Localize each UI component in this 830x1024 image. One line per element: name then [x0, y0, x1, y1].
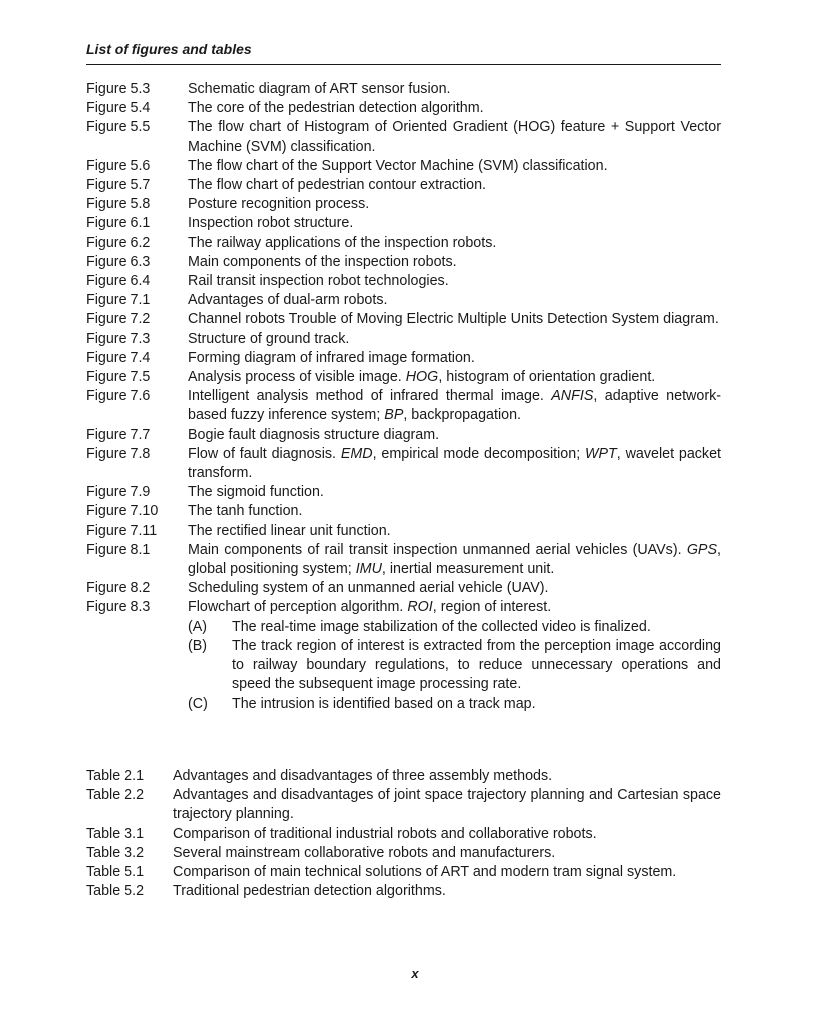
- caption-abbreviation: ANFIS: [551, 388, 594, 405]
- figure-caption: The flow chart of the Support Vector Machine (SVM) classification.: [188, 157, 608, 174]
- figure-caption: Forming diagram of infrared image formation.: [188, 349, 475, 366]
- figure-label: Figure 7.4: [86, 349, 151, 366]
- caption-text: , wavelet packet transform.: [188, 445, 721, 482]
- caption-text: , global positioning system;: [188, 541, 721, 578]
- figure-caption: [188, 387, 721, 425]
- figure-caption: The railway applications of the inspection robots.: [188, 234, 497, 251]
- figure-caption: The tanh function.: [188, 503, 303, 520]
- list-item: [86, 80, 721, 99]
- list-item: [86, 483, 721, 502]
- figure-caption: Schematic diagram of ART sensor fusion.: [188, 81, 451, 97]
- list-item: [86, 502, 721, 521]
- figure-label: Figure 5.4: [86, 100, 151, 117]
- running-header: List of figures and tables: [86, 41, 252, 57]
- table-caption: Advantages and disadvantages of three assembly methods.: [173, 768, 553, 784]
- sub-item: [188, 637, 721, 695]
- figure-caption: [188, 598, 721, 713]
- list-item: [86, 349, 721, 368]
- figure-caption: The flow chart of Histogram of Oriented Gradient (HOG) feature + Support Vector Machine (SVM) classification.: [188, 119, 721, 155]
- figure-label: Figure 7.5: [86, 369, 151, 386]
- figure-label: Figure 5.7: [86, 177, 151, 194]
- list-item: [86, 767, 721, 786]
- figure-caption: [188, 445, 721, 483]
- list-item: [86, 99, 721, 118]
- caption-text: , adaptive network-based fuzzy inference system;: [188, 388, 722, 424]
- caption-text: , inertial measurement unit.: [381, 561, 555, 578]
- list-item: [86, 195, 721, 214]
- list-item: [86, 157, 721, 176]
- table-label: Table 3.1: [86, 825, 145, 842]
- caption-text: , region of interest.: [432, 599, 552, 616]
- figure-caption: Posture recognition process.: [188, 196, 370, 213]
- figure-label: Figure 7.7: [86, 426, 151, 443]
- list-item: [86, 426, 721, 445]
- list-item: [86, 214, 721, 233]
- caption-abbreviation: HOG: [405, 369, 439, 386]
- list-item: [86, 825, 721, 844]
- figure-label: Figure 7.8: [86, 445, 151, 462]
- table-caption: Advantages and disadvantages of joint space trajectory planning and Cartesian space trajectory planning.: [173, 787, 721, 823]
- figure-caption: The rectified linear unit function.: [188, 522, 391, 539]
- sub-item-label: (A): [188, 618, 208, 635]
- list-item: [86, 882, 721, 901]
- figure-label: Figure 7.9: [86, 484, 151, 501]
- figure-label: Figure 5.8: [86, 196, 151, 213]
- figure-label: Figure 5.3: [86, 81, 151, 97]
- figure-label: Figure 8.1: [86, 541, 151, 558]
- list-item: [86, 579, 721, 598]
- sub-item-label: (C): [188, 695, 208, 712]
- figure-caption: The sigmoid function.: [188, 484, 324, 501]
- figure-caption: Main components of the inspection robots.: [188, 253, 457, 270]
- figure-caption: The core of the pedestrian detection algorithm.: [188, 100, 484, 117]
- figure-list: [86, 80, 721, 714]
- list-item: [86, 234, 721, 253]
- table-list: [86, 767, 721, 901]
- caption-text: Analysis process of visible image.: [188, 369, 406, 386]
- figure-caption: Structure of ground track.: [188, 330, 350, 347]
- header-rule: [86, 64, 721, 65]
- table-label: Table 3.2: [86, 844, 145, 861]
- list-item: [86, 176, 721, 195]
- page-number: x: [411, 966, 419, 981]
- list-item: [86, 522, 721, 541]
- figure-label: Figure 7.11: [86, 522, 158, 539]
- list-item: [86, 786, 721, 824]
- figure-label: Figure 7.6: [86, 388, 151, 405]
- figure-label: Figure 7.3: [86, 330, 151, 347]
- figure-label: Figure 6.1: [86, 215, 151, 232]
- list-item: [86, 291, 721, 310]
- figure-label: Figure 5.6: [86, 157, 151, 174]
- figure-label: Figure 5.5: [86, 119, 151, 136]
- list-item: [86, 118, 721, 156]
- list-item: [86, 272, 721, 291]
- caption-text: Flow of fault diagnosis.: [188, 445, 341, 462]
- figure-caption: [188, 541, 721, 579]
- list-item: [86, 541, 721, 579]
- figure-label: Figure 8.3: [86, 599, 151, 616]
- figure-label: Figure 6.2: [86, 234, 151, 251]
- table-label: Table 5.2: [86, 883, 145, 900]
- table-caption: Comparison of traditional industrial robots and collaborative robots.: [173, 825, 597, 842]
- list-item: [86, 844, 721, 863]
- sub-item-text: The intrusion is identified based on a track map.: [232, 695, 536, 712]
- sub-item: [188, 695, 721, 714]
- table-caption: Traditional pedestrian detection algorithms.: [173, 883, 446, 900]
- figure-label: Figure 7.2: [86, 311, 151, 328]
- list-item: [86, 253, 721, 272]
- sub-item-label: (B): [188, 637, 208, 654]
- list-item: [86, 387, 721, 425]
- caption-text: Intelligent analysis method of infrared thermal image.: [188, 388, 552, 405]
- caption-abbreviation: BP: [384, 407, 404, 424]
- sub-item-text: The real-time image stabilization of the collected video is finalized.: [232, 618, 651, 635]
- figure-caption: [188, 368, 721, 387]
- figure-caption: Inspection robot structure.: [188, 215, 354, 232]
- table-label: Table 5.1: [86, 864, 145, 881]
- caption-text: Main components of rail transit inspection unmanned aerial vehicles (UAVs).: [188, 541, 687, 558]
- list-item: [86, 330, 721, 349]
- figure-label: Figure 7.1: [86, 292, 151, 309]
- table-label: Table 2.1: [86, 768, 145, 784]
- figure-caption: Rail transit inspection robot technologies.: [188, 273, 449, 290]
- figure-label: Figure 7.10: [86, 503, 159, 520]
- caption-abbreviation: WPT: [585, 445, 617, 462]
- figure-caption: The flow chart of pedestrian contour extraction.: [188, 177, 487, 194]
- sub-item-text: The track region of interest is extracted from the perception image according to railway boundary regulations, to reduce unnecessary operations and speed the subsequent image processing rate.: [232, 637, 721, 693]
- caption-abbreviation: GPS: [686, 541, 718, 558]
- caption-abbreviation: IMU: [355, 561, 382, 578]
- figure-caption: Channel robots Trouble of Moving Electric Multiple Units Detection System diagram.: [188, 311, 719, 328]
- sub-item: [188, 618, 721, 637]
- table-label: Table 2.2: [86, 787, 145, 804]
- caption-text: Flowchart of perception algorithm.: [188, 599, 408, 616]
- list-item: [86, 310, 721, 329]
- table-caption: Comparison of main technical solutions of ART and modern tram signal system.: [173, 864, 677, 881]
- caption-text: , empirical mode decomposition;: [372, 445, 585, 462]
- list-item: [86, 368, 721, 387]
- figure-label: Figure 6.3: [86, 253, 151, 270]
- caption-abbreviation: EMD: [340, 445, 373, 462]
- figure-caption: Bogie fault diagnosis structure diagram.: [188, 426, 440, 443]
- caption-text: , histogram of orientation gradient.: [438, 369, 656, 386]
- list-item: [86, 863, 721, 882]
- list-item: [86, 598, 721, 713]
- figure-caption: Scheduling system of an unmanned aerial vehicle (UAV).: [188, 580, 549, 597]
- figure-label: Figure 8.2: [86, 580, 151, 597]
- table-caption: Several mainstream collaborative robots and manufacturers.: [173, 844, 556, 861]
- caption-abbreviation: ROI: [407, 599, 433, 616]
- figure-caption: Advantages of dual-arm robots.: [188, 292, 388, 309]
- figure-label: Figure 6.4: [86, 273, 151, 290]
- caption-text: , backpropagation.: [403, 407, 521, 424]
- list-item: [86, 445, 721, 483]
